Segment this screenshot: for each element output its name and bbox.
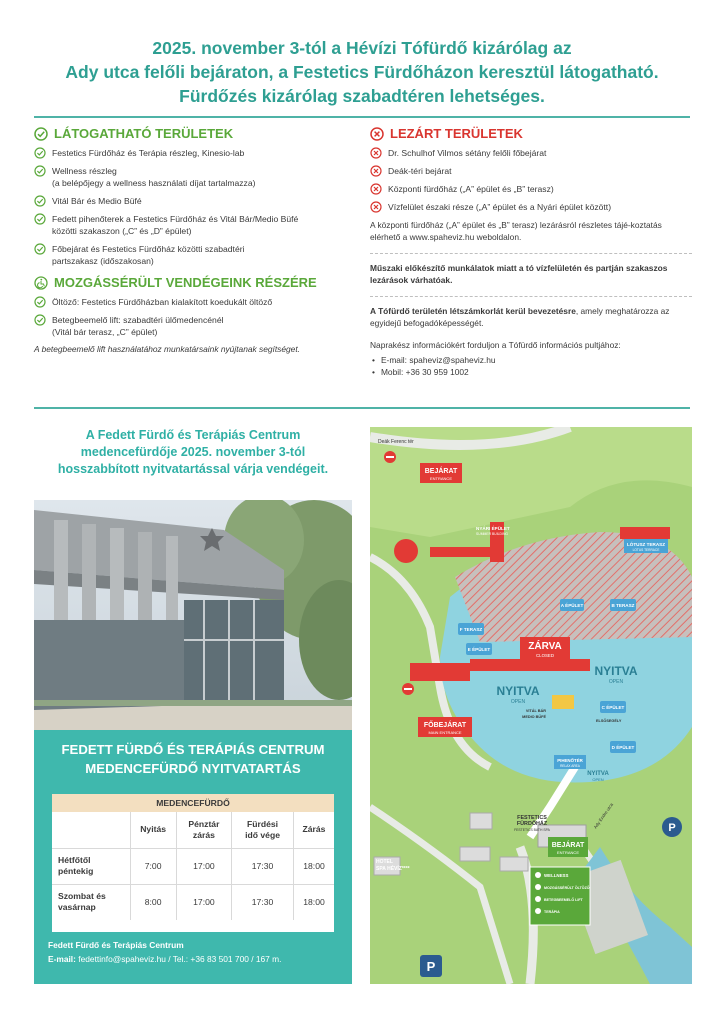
- headline-line-3: Fürdőzés kizárólag szabadtéren lehetséges.: [179, 86, 545, 106]
- headline-line-2: Ady utca felőli bejáraton, a Festetics Fürdőházon keresztül látogatható.: [65, 62, 659, 82]
- lift-assistance-note: A betegbeemelő lift használatához munkatársaink nyújtanak segítséget.: [34, 344, 300, 354]
- column-header: Pénztár zárás: [176, 812, 231, 848]
- info-desk-text: Naprakész információkért forduljon a Tófürdő információs pultjához:: [370, 340, 621, 350]
- svg-text:P: P: [426, 959, 436, 974]
- map-entrance-label: BEJÁRAT: [424, 468, 458, 475]
- svg-text:LOTUS TERRACE: LOTUS TERRACE: [632, 548, 660, 552]
- map-open-label: NYITVA: [594, 664, 638, 678]
- row-label: Szombat és vasárnap: [52, 884, 130, 920]
- list-item: Fedett pihenőterek a Festetics Fürdőház és Vitál Bár/Medio Büfé közötti szakaszon („C” és „D” épület): [34, 213, 352, 237]
- check-circle-icon: [34, 213, 46, 225]
- svg-text:SPA HÉVÍZ****: SPA HÉVÍZ****: [376, 866, 410, 872]
- svg-text:FŐBEJÁRAT: FŐBEJÁRAT: [423, 722, 467, 729]
- svg-text:NYITVA: NYITVA: [587, 771, 609, 777]
- svg-text:FÜRDŐHÁZ: FÜRDŐHÁZ: [516, 821, 548, 827]
- table-cell: 17:00: [176, 848, 231, 884]
- x-circle-icon: [370, 165, 382, 177]
- contact-list: [370, 354, 692, 378]
- list-item: Dr. Schulhof Vilmos sétány felőli főbejárat: [370, 147, 692, 159]
- x-circle-icon: [370, 183, 382, 195]
- map-street-label: Deák Ferenc tér: [378, 439, 414, 445]
- list-item: Betegbeemelő lift: szabadtéri ülőmedencénél (Vitál bár terasz, „C” épület): [34, 314, 352, 338]
- contact-phone[interactable]: • Mobil: +36 30 959 1002: [370, 366, 692, 378]
- check-circle-icon: [34, 243, 46, 255]
- list-item: Öltöző: Festetics Fürdőházban kialakított koedukált öltöző: [34, 296, 352, 308]
- svg-text:BETEGBEEMELŐ LIFT: BETEGBEEMELŐ LIFT: [544, 898, 583, 902]
- map-closed-label: ZÁRVA: [528, 641, 562, 652]
- svg-text:VITÁL BÁR: VITÁL BÁR: [525, 709, 546, 713]
- table-cell: 18:00: [294, 884, 334, 920]
- svg-text:E ÉPÜLET: E ÉPÜLET: [467, 647, 491, 652]
- opening-hours-title: FEDETT FÜRDŐ ÉS TERÁPIÁS CENTRUM MEDENCEFÜRDŐ NYITVATARTÁS: [61, 742, 325, 776]
- disabled-guests-list: [34, 296, 352, 338]
- hours-table-card: [52, 794, 334, 932]
- wheelchair-icon: [34, 276, 48, 290]
- list-item: Deák-téri bejárat: [370, 165, 692, 177]
- closure-detail-text: A központi fürdőház („A” épület és „B” terasz) lezárásról részletes tájé-koztatás elérhető a www.spaheviz.hu weboldalon.: [370, 220, 662, 242]
- svg-text:MOZGÁSSÉRÜLT ÖLTÖZŐ: MOZGÁSSÉRÜLT ÖLTÖZŐ: [544, 886, 590, 890]
- svg-text:SUMMER BUILDING: SUMMER BUILDING: [476, 532, 509, 536]
- check-circle-icon: [34, 127, 48, 141]
- svg-text:Ady Endre utca: Ady Endre utca: [592, 802, 615, 830]
- table-cell: 17:30: [232, 884, 294, 920]
- svg-text:C ÉPÜLET: C ÉPÜLET: [601, 705, 625, 710]
- svg-text:A ÉPÜLET: A ÉPÜLET: [560, 603, 584, 608]
- contact-email[interactable]: • E-mail: spaheviz@spaheviz.hu: [370, 354, 692, 366]
- hours-table: [52, 812, 334, 920]
- svg-text:BEJÁRAT: BEJÁRAT: [551, 842, 585, 849]
- column-header: Nyitás: [130, 812, 176, 848]
- list-item: Központi fürdőház („A” épület és „B” terasz): [370, 183, 692, 195]
- list-item: Wellness részleg (a belépőjegy a wellness használati díjat tartalmazza): [34, 165, 352, 189]
- check-circle-icon: [34, 195, 46, 207]
- svg-text:MEDIO BÜFÉ: MEDIO BÜFÉ: [522, 715, 546, 719]
- table-cell: 8:00: [130, 884, 176, 920]
- dotted-divider: [370, 253, 692, 254]
- headline-line-1: 2025. november 3-tól a Hévízi Tófürdő kizárólag az: [152, 38, 572, 58]
- capacity-notice: A Tófürdő területén létszámkorlát kerül bevezetésre, amely meghatározza az egyidejű befogadóképességét.: [370, 306, 670, 328]
- x-circle-icon: [370, 127, 384, 141]
- svg-text:HOTEL: HOTEL: [376, 859, 393, 865]
- closed-areas-list: [370, 147, 692, 213]
- accessible-areas-list: [34, 147, 352, 267]
- site-map: [370, 427, 692, 984]
- hours-table-title: MEDENCEFÜRDŐ: [52, 794, 334, 812]
- svg-text:PIHENŐTÉR: PIHENŐTÉR: [557, 758, 583, 763]
- table-row: [52, 884, 334, 920]
- svg-text:OPEN: OPEN: [608, 679, 624, 685]
- left-info-column: [34, 126, 352, 354]
- closed-areas-heading: [370, 126, 692, 141]
- list-item: Főbejárat és Festetics Fürdőház közötti szabadtéri partszakasz (időszakosan): [34, 243, 352, 267]
- column-header: Fürdési idő vége: [232, 812, 294, 848]
- table-cell: 18:00: [294, 848, 334, 884]
- svg-text:F TERASZ: F TERASZ: [459, 627, 483, 632]
- footer-contact[interactable]: fedettinfo@spaheviz.hu / Tel.: +36 83 501 700 / 167 m.: [75, 954, 282, 964]
- list-item: Vízfelület északi része („A” épület és a Nyári épület között): [370, 201, 692, 213]
- works-notice: Műszaki előkészítő munkálatok miatt a tó vízfelületén és partján szakaszos lezárások várhatóak.: [370, 263, 668, 285]
- opening-hours-box: [34, 730, 352, 984]
- accessible-areas-title: LÁTOGATHATÓ TERÜLETEK: [54, 126, 234, 141]
- svg-text:FESTETICS BATH SPA: FESTETICS BATH SPA: [514, 828, 550, 832]
- table-cell: 17:30: [232, 848, 294, 884]
- disabled-guests-title: MOZGÁSSÉRÜLT VENDÉGEINK RÉSZÉRE: [54, 275, 317, 290]
- disabled-guests-heading: [34, 275, 352, 290]
- svg-text:RELAX AREA: RELAX AREA: [560, 764, 580, 768]
- building-photo: [34, 500, 352, 730]
- svg-text:CLOSED: CLOSED: [535, 653, 555, 658]
- table-row: [52, 848, 334, 884]
- table-cell: 7:00: [130, 848, 176, 884]
- closed-areas-title: LEZÁRT TERÜLETEK: [390, 126, 523, 141]
- dotted-divider: [370, 296, 692, 297]
- column-header: Zárás: [294, 812, 334, 848]
- check-circle-icon: [34, 296, 46, 308]
- map-open-label: NYITVA: [496, 684, 540, 698]
- right-info-column: [370, 126, 692, 378]
- svg-text:ELSŐSEGÉLY: ELSŐSEGÉLY: [596, 719, 622, 723]
- svg-text:NYÁRI ÉPÜLET: NYÁRI ÉPÜLET: [476, 526, 510, 531]
- svg-text:FESTETICS: FESTETICS: [517, 815, 547, 821]
- svg-text:OPEN: OPEN: [592, 777, 604, 782]
- list-item: Festetics Fürdőház és Terápia részleg, Kinesio-lab: [34, 147, 352, 159]
- table-cell: 17:00: [176, 884, 231, 920]
- svg-text:OPEN: OPEN: [510, 699, 526, 705]
- svg-text:WELLNESS: WELLNESS: [544, 873, 569, 878]
- divider-top: [34, 116, 690, 118]
- svg-text:ENTRANCE: ENTRANCE: [429, 476, 453, 481]
- page-headline: [30, 36, 694, 108]
- building-photo-illustration: [34, 500, 352, 730]
- row-label: Hétfőtől péntekig: [52, 848, 130, 884]
- svg-text:LÓTUSZ TERASZ: LÓTUSZ TERASZ: [626, 542, 666, 547]
- svg-text:B TERASZ: B TERASZ: [611, 603, 635, 608]
- svg-text:ENTRANCE: ENTRANCE: [556, 850, 580, 855]
- list-item: Vitál Bár és Medio Büfé: [34, 195, 352, 207]
- check-circle-icon: [34, 314, 46, 326]
- table-header-row: [52, 812, 334, 848]
- svg-text:MAIN ENTRANCE: MAIN ENTRANCE: [428, 730, 462, 735]
- opening-hours-footer: Fedett Fürdő és Terápiás Centrum E-mail: fedettinfo@spaheviz.hu / Tel.: +36 83 501 700 / 167 m.: [48, 940, 282, 964]
- x-circle-icon: [370, 147, 382, 159]
- x-circle-icon: [370, 201, 382, 213]
- check-circle-icon: [34, 147, 46, 159]
- divider-middle: [34, 407, 690, 409]
- site-map-svg: [370, 427, 692, 984]
- check-circle-icon: [34, 165, 46, 177]
- accessible-areas-heading: [34, 126, 352, 141]
- svg-text:D ÉPÜLET: D ÉPÜLET: [611, 745, 635, 750]
- svg-text:TERÁPIA: TERÁPIA: [544, 910, 560, 914]
- promo-text: A Fedett Fürdő és Terápiás Centrum medencefürdője 2025. november 3-tól hosszabbított nyitvatartással várja vendégeit.: [57, 428, 329, 476]
- svg-text:P: P: [668, 822, 676, 834]
